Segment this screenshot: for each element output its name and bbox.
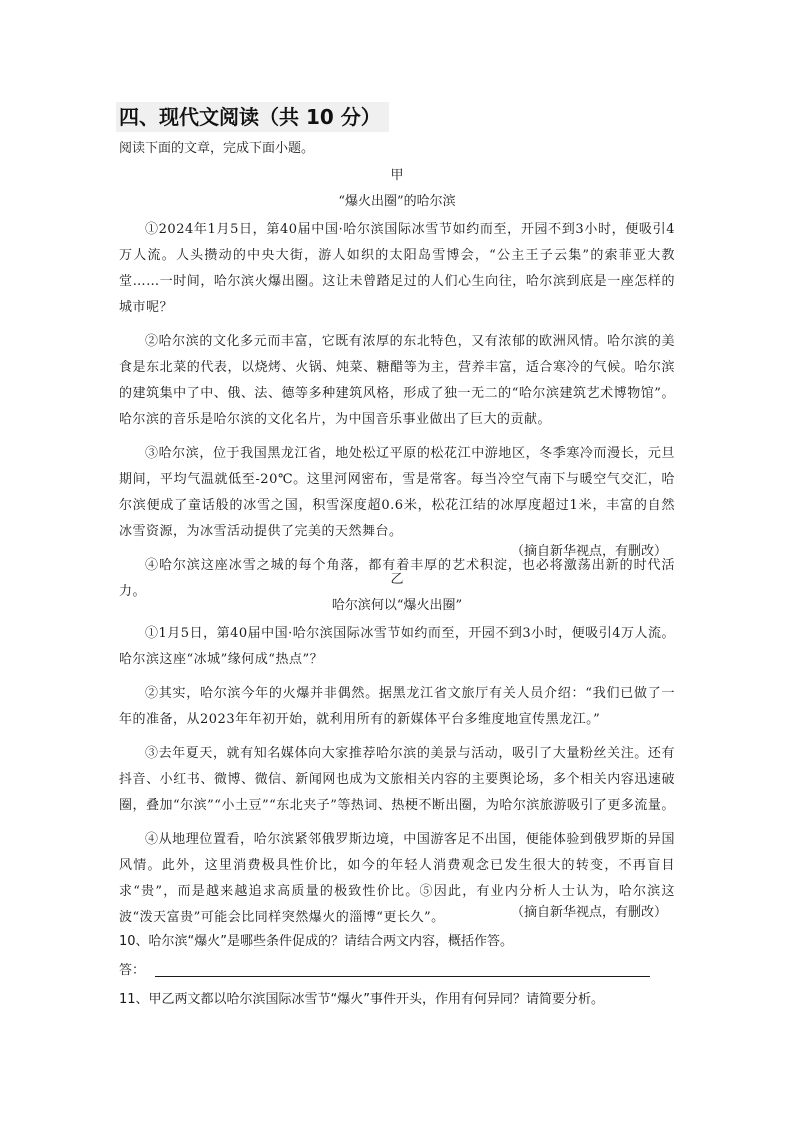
article-a-paragraph-3: ③哈尔滨，位于我国黑龙江省，地处松辽平原的松花江中游地区，冬季寒冷而漫长，元旦期间，平均气温就低至-20℃。这里河网密布，雪是常客。每当冷空气南下与暖空气交汇，哈尔滨便成了童话般的冰雪之国，积雪深度超0.6米，松花江结的冰厚度超过1米，丰富的自然冰雪资源，为冰雪活动提供了完美的天然舞台。 — [119, 446, 675, 539]
article-b-paragraph-4: ④从地理位置看，哈尔滨紧邻俄罗斯边境，中国游客足不出国，便能体验到俄罗斯的异国风情。此外，这里消费极具性价比，如今的年轻人消费观念已发生很大的转变，不再盲目求“贵”，而是越来越追求高质量的极致性价比。⑤因此，有业内分析人士认为，哈尔滨这波“泼天富贵”可能会比同样突然爆火的淄博“更长久”。 — [119, 832, 675, 925]
answer-blank-line[interactable] — [155, 976, 650, 977]
article-b-paragraph-3: ③去年夏天，就有知名媒体向大家推荐哈尔滨的美景与活动，吸引了大量粉丝关注。还有抖音、小红书、微博、微信、新闻网也成为文旅相关内容的主要舆论场，多个相关内容迅速破圈，叠加“尔滨”“小土豆”“东北夹子”等热词、热梗不断出圈，为哈尔滨旅游吸引了更多流量。 — [119, 746, 675, 813]
article-a-title: “爆火出圈”的哈尔滨 — [338, 194, 456, 209]
article-b-paragraph-1: ①1月5日，第40届中国·哈尔滨国际冰雪节如约而至，开园不到3小时，便吸引4万人流。哈尔滨这座“冰城”缘何成“热点”？ — [119, 626, 675, 667]
article-b-body — [119, 621, 675, 939]
section-title: 四、现代文阅读（共 10 分） — [116, 102, 389, 132]
answer-label: 答： — [119, 963, 146, 978]
article-a-paragraph-4: ④哈尔滨这座冰雪之城的每个角落，都有着丰厚的艺术积淀，也必将激荡出新的时代活力。 — [119, 558, 675, 599]
article-a-paragraph-1: ①2024年1月5日，第40届中国·哈尔滨国际冰雪节如约而至，开园不到3小时，便吸引4万人流。人头攒动的中央大街，游人如织的太阳岛雪博会，“公主王子云集”的索菲亚大教堂……一时间，哈尔滨火爆出圈。这让未曾踏足过的人们心生向往，哈尔滨到底是一座怎样的城市呢？ — [119, 222, 675, 315]
article-a-paragraph-2: ②哈尔滨的文化多元而丰富，它既有浓厚的东北特色，又有浓郁的欧洲风情。哈尔滨的美食是东北菜的代表，以烧烤、火锅、炖菜、糖醋等为主，营养丰富，适合寒冷的气候。哈尔滨的建筑集中了中、俄、法、德等多种建筑风格，形成了独一无二的“哈尔滨建筑艺术博物馆”。哈尔滨的音乐是哈尔滨的文化名片，为中国音乐事业做出了巨大的贡献。 — [119, 334, 675, 427]
answer-row[interactable] — [119, 961, 659, 983]
question-10: 10、哈尔滨“爆火”是哪些条件促成的？请结合两文内容，概括作答。 — [119, 934, 514, 949]
article-a-source: （摘自新华视点，有删改） — [510, 544, 667, 559]
question-11: 11、甲乙两文都以哈尔滨国际冰雪节“爆火”事件开头，作用有何异同？请简要分析。 — [119, 992, 605, 1007]
article-b-title: 哈尔滨何以“爆火出圈” — [331, 598, 463, 613]
article-b-paragraph-2: ②其实，哈尔滨今年的火爆并非偶然。据黑龙江省文旅厅有关人员介绍：“我们已做了一年的准备，从2023年年初开始，就利用所有的新媒体平台多维度地宣传黑龙江。” — [119, 686, 675, 727]
article-b-marker: 乙 — [390, 572, 404, 587]
article-a-marker: 甲 — [390, 168, 404, 183]
article-b-source: （摘自新华视点，有删改） — [510, 905, 667, 920]
reading-instruction: 阅读下面的文章，完成下面小题。 — [119, 141, 315, 156]
